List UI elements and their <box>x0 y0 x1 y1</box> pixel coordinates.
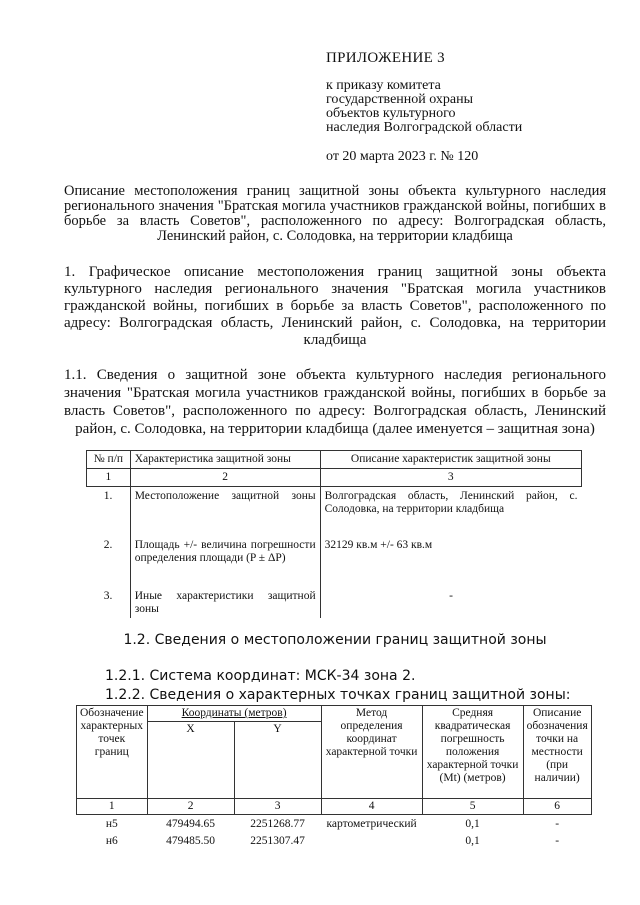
header-characteristic: Характеристика защитной зоны <box>130 451 320 469</box>
header-accuracy: Средняя квадратическая погрешность положения характерной точки (Mt) (метров) <box>422 706 523 799</box>
section-1-2-heading: 1.2. Сведения о местоположении границ защитной зоны <box>123 632 547 648</box>
point-description: - <box>555 835 560 847</box>
table-row <box>87 487 582 537</box>
row-description: - <box>449 590 453 602</box>
point-method <box>321 832 422 849</box>
appendix-line: к приказу комитета <box>326 78 441 93</box>
header-description: Описание характеристик защитной зоны <box>320 451 581 469</box>
row-description: Волгоградская область, Ленинский район, с. Солодовка, на территории кладбища <box>324 490 578 515</box>
row-characteristic: Площадь +/- величина погрешности определения площади (P ± ΔP) <box>130 536 320 587</box>
appendix-line: наследия Волгоградской области <box>326 120 523 135</box>
point-x: 479494.65 <box>166 818 215 830</box>
row-characteristic: Местоположение защитной зоны <box>130 487 320 537</box>
point-description: - <box>555 818 560 830</box>
appendix-block <box>326 50 586 165</box>
points-table <box>76 705 592 849</box>
column-number: 2 <box>147 799 234 815</box>
point-accuracy: 0,1 <box>465 835 480 847</box>
table-header-row <box>77 706 592 722</box>
coordinate-system: 1.2.1. Система координат: МСК-34 зона 2. <box>105 668 416 684</box>
column-number: 2 <box>130 469 320 487</box>
row-number: 1. <box>87 487 131 537</box>
row-number: 3. <box>87 587 131 618</box>
table-number-row <box>87 469 582 487</box>
column-number: 6 <box>523 799 591 815</box>
point-name: н5 <box>105 818 118 830</box>
document-title: Описание местоположения границ защитной зоны объекта культурного наследия регионального значения "Братская могила участников гражданской войны, погибших в борьбе за власть Советов", расположенного по адресу: Волгоградская область, Ленинский район, с. Солодовка, на территории кладбища <box>64 183 606 244</box>
table-row <box>77 832 592 849</box>
point-accuracy: 0,1 <box>465 818 480 830</box>
appendix-line: объектов культурного <box>326 106 456 121</box>
point-method: картометрический <box>326 818 417 830</box>
zone-info-table <box>86 450 582 618</box>
column-number: 3 <box>234 799 321 815</box>
header-y: Y <box>234 722 321 799</box>
section-1-text: 1. Графическое описание местоположения границ защитной зоны объекта культурного наследия регионального значения "Братская могила участников гражданской войны, погибших в борьбе за власть Советов", расположенного по адресу: Волгоградская область, Ленинский район, с. Солодовка, на территории кладбища <box>64 264 606 348</box>
section-1-1-text: 1.1. Сведения о защитной зоне объекта культурного наследия регионального значения "Братская могила участников гражданской войны, погибших в борьбе за власть Советов", расположенного по адресу: Волгоградская область, Ленинский район, с. Солодовка, на территории кладбища (далее именуется – защитная зона) <box>64 367 606 437</box>
appendix-date: от 20 марта 2023 г. № 120 <box>326 149 479 164</box>
table-row <box>77 815 592 833</box>
point-name: н6 <box>105 835 118 847</box>
header-number: № п/п <box>87 451 131 469</box>
header-description: Описание обозначения точки на местности (при наличии) <box>523 706 591 799</box>
header-method: Метод определения координат характерной точки <box>321 706 422 799</box>
appendix-line: государственной охраны <box>326 92 474 107</box>
appendix-title: ПРИЛОЖЕНИЕ 3 <box>326 50 445 66</box>
table-row <box>87 536 582 587</box>
table-number-row <box>77 799 592 815</box>
point-y: 2251268.77 <box>250 818 305 830</box>
header-coordinates: Координаты (метров) <box>147 706 321 722</box>
column-number: 1 <box>87 469 131 487</box>
column-number: 5 <box>422 799 523 815</box>
row-number: 2. <box>87 536 131 587</box>
table-header-row <box>87 451 582 469</box>
points-heading: 1.2.2. Сведения о характерных точках границ защитной зоны: <box>105 687 571 703</box>
row-description: 32129 кв.м +/- 63 кв.м <box>324 539 433 551</box>
header-x: X <box>147 722 234 799</box>
table-row <box>87 587 582 618</box>
column-number: 4 <box>321 799 422 815</box>
appendix-lines <box>326 79 586 135</box>
row-characteristic: Иные характеристики защитной зоны <box>130 587 320 618</box>
header-points: Обозначение характерных точек границ <box>77 706 148 799</box>
point-y: 2251307.47 <box>250 835 305 847</box>
point-x: 479485.50 <box>166 835 215 847</box>
column-number: 3 <box>320 469 581 487</box>
column-number: 1 <box>77 799 148 815</box>
